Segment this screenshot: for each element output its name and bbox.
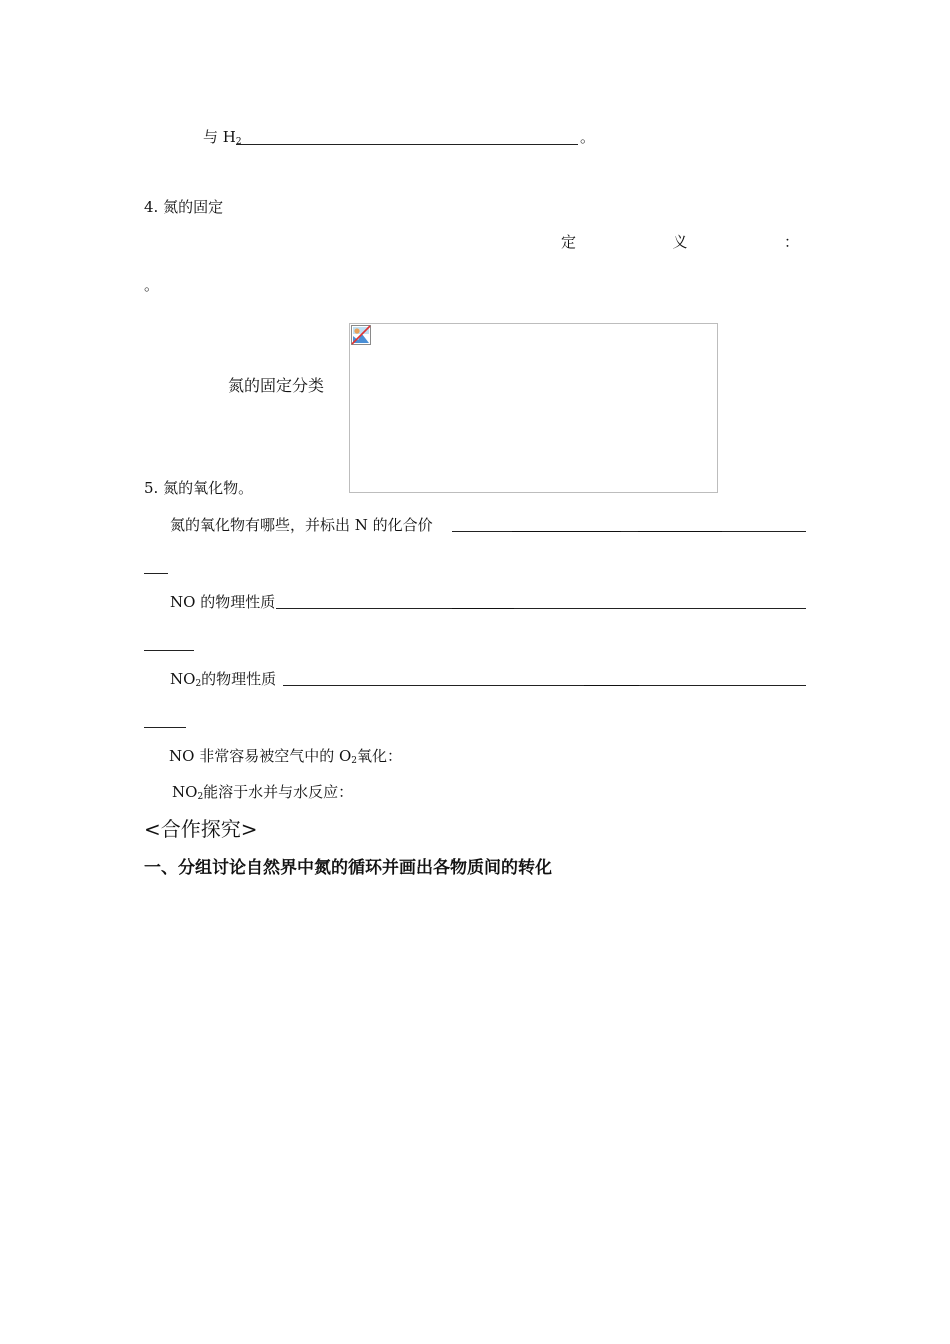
definition-label: [561, 232, 799, 252]
h2-answer-blank[interactable]: [236, 144, 578, 145]
definition-period: 。: [144, 276, 160, 294]
no2-properties-blank-segment: [584, 685, 639, 686]
h2-period: 。: [580, 128, 596, 146]
question-no-oxidation: [169, 746, 402, 771]
definition-char-2: 义: [672, 233, 688, 251]
definition-char-1: 定: [561, 233, 577, 251]
oxides-answer-blank-cont[interactable]: [144, 573, 168, 574]
question-no2-properties: [170, 669, 276, 694]
no2-suffix: 的物理性质: [201, 670, 277, 688]
h2-prefix: 与 H: [203, 128, 236, 146]
oxides-blank-segment-1: [512, 531, 621, 532]
question-no2-water: [172, 782, 353, 807]
fixation-classification-label: 氮的固定分类: [228, 376, 325, 395]
o2-subscript: 2: [351, 756, 357, 766]
no2-water-prefix: NO: [172, 783, 198, 801]
oxides-blank-segment-2: [638, 531, 722, 532]
h2-subscript: 2: [235, 137, 242, 147]
section-5-title: 5. 氮的氧化物。: [144, 479, 254, 497]
no-oxidation-suffix: 氧化：: [357, 747, 403, 765]
task-1-heading: 一、分组讨论自然界中氮的循环并画出各物质间的转化: [144, 858, 552, 878]
no2-prefix: NO: [170, 670, 196, 688]
h2-reaction-line: [203, 127, 242, 152]
question-oxides: 氮的氧化物有哪些，并标出 N 的化合价: [170, 516, 433, 534]
definition-colon: ：: [783, 233, 799, 251]
cooperative-inquiry-title: <合作探究>: [144, 817, 258, 841]
no-properties-blank-cont[interactable]: [144, 650, 194, 651]
broken-image-icon: [351, 325, 371, 345]
fixation-diagram-placeholder: [349, 323, 718, 493]
no2-water-suffix: 能溶于水并与水反应：: [203, 783, 354, 801]
question-no-properties: NO 的物理性质: [170, 593, 276, 611]
no2-properties-blank-cont[interactable]: [144, 727, 186, 728]
no-properties-blank-segment: [452, 608, 514, 609]
no-oxidation-prefix: NO 非常容易被空气中的 O: [169, 747, 352, 765]
no2-water-subscript: 2: [197, 792, 204, 802]
no2-subscript: 2: [195, 679, 202, 689]
no-properties-blank[interactable]: [276, 608, 806, 609]
no2-properties-blank[interactable]: [283, 685, 806, 686]
oxides-answer-blank[interactable]: [452, 531, 806, 532]
section-4-title: 4. 氮的固定: [144, 198, 224, 216]
